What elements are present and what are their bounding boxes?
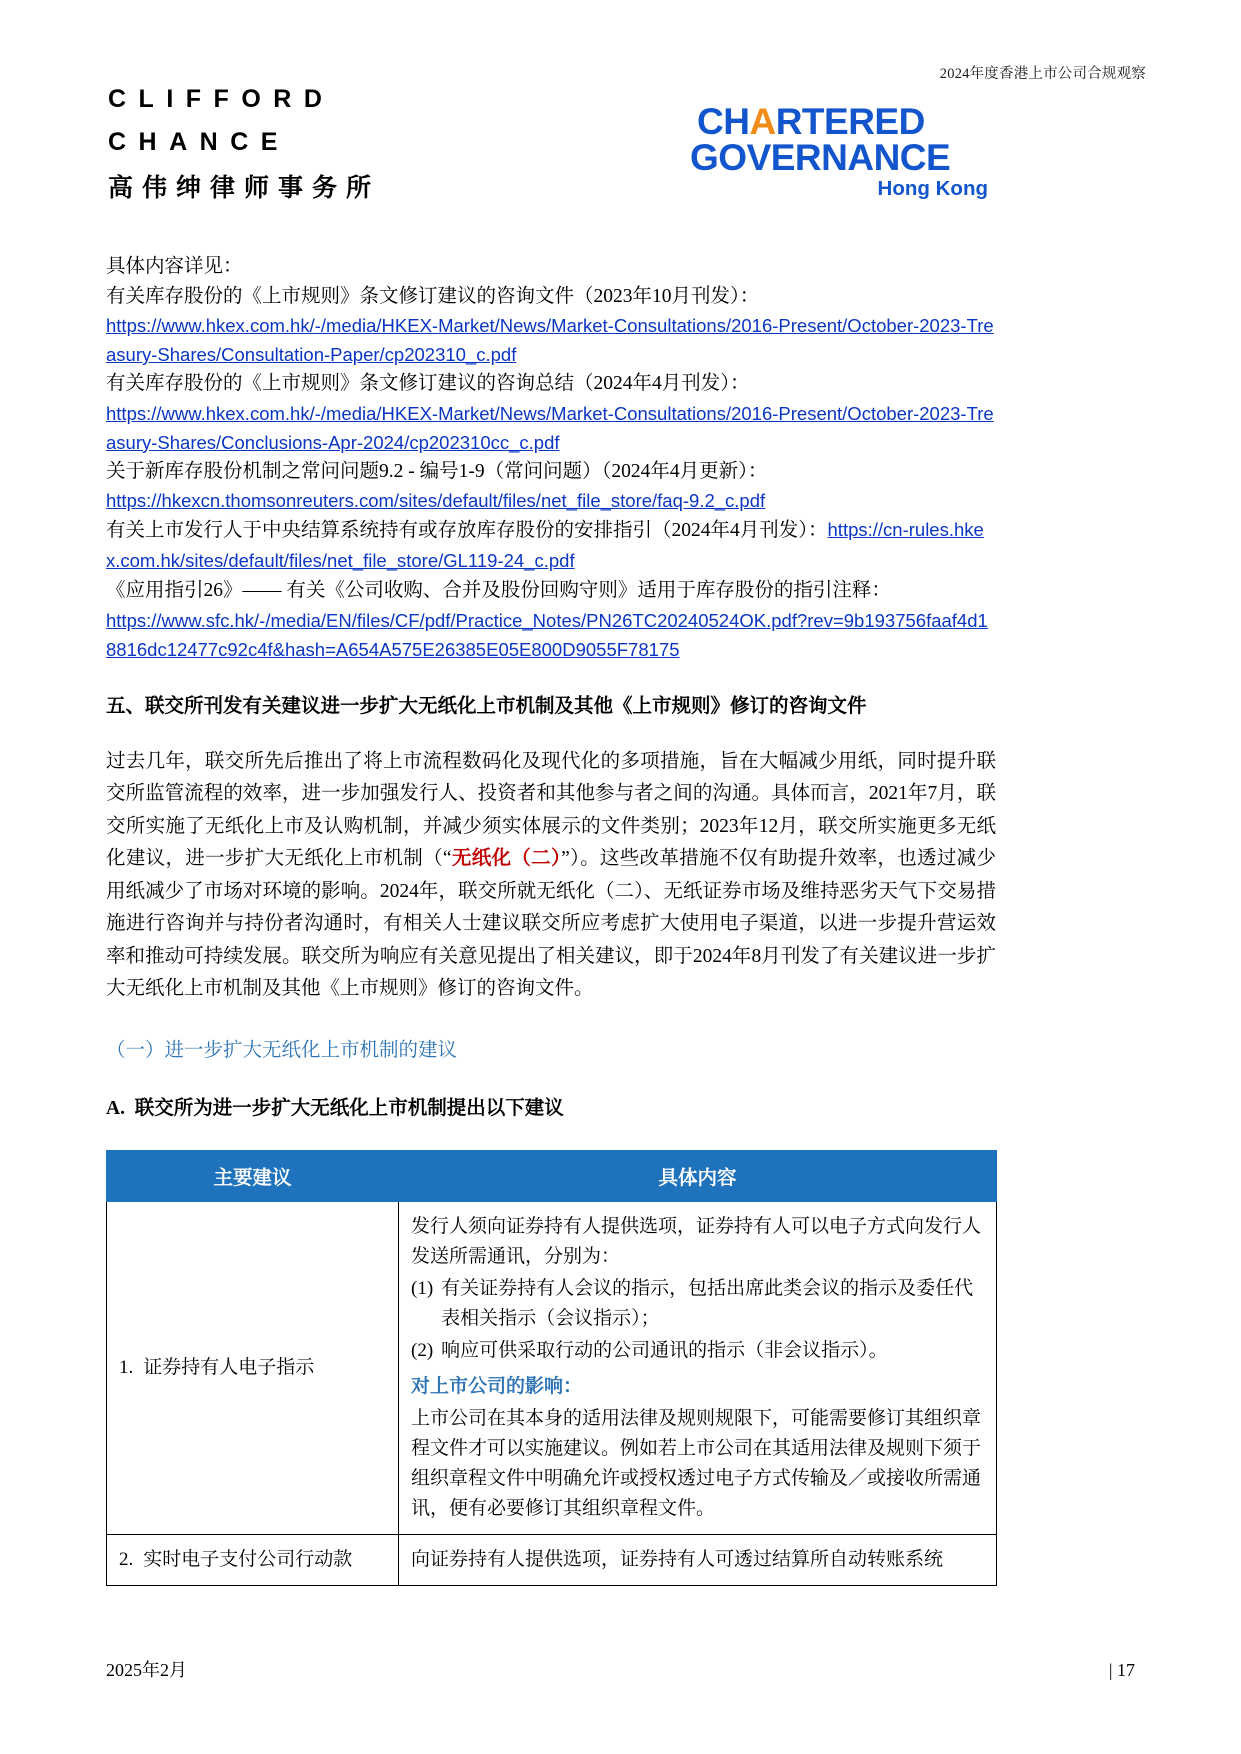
chartered-governance-line2 bbox=[690, 136, 990, 178]
section-paragraph bbox=[106, 746, 996, 1006]
proposal-2-label-wrap bbox=[119, 1545, 386, 1575]
subsection-a-prefix: A. bbox=[106, 1097, 125, 1119]
reference-link-5[interactable]: https://www.sfc.hk/-/media/EN/files/CF/pdf/Practice_Notes/PN26TC20240524OK.pdf?rev=9b193756faaf4d18816dc12477c92c4f&hash=A654A575E26385E05E800D9055F78175 bbox=[106, 609, 988, 660]
cg-line1-pre: CH bbox=[697, 101, 750, 142]
reference-label-4-text: 有关上市发行人于中央结算系统持有或存放库存股份的安排指引（2024年4月刊发）： bbox=[106, 520, 828, 541]
proposal-1-label: 证券持有人电子指示 bbox=[143, 1356, 315, 1378]
running-head: 2024年度香港上市公司合规观察 bbox=[939, 66, 1146, 82]
chartered-governance-region: Hong Kong bbox=[877, 177, 988, 201]
clifford-chance-chinese-name: 高伟绅律师事务所 bbox=[108, 174, 381, 202]
section-heading: 五、联交所刊发有关建议进一步扩大无纸化上市机制及其他《上市规则》修订的咨询文件 bbox=[106, 695, 867, 717]
table-cell-details-2 bbox=[399, 1534, 997, 1585]
sublist-text-2: 响应可供采取行动的公司通讯的指示（非会议指示）。 bbox=[441, 1339, 888, 1361]
list-item bbox=[411, 1274, 984, 1334]
references-block bbox=[106, 252, 996, 664]
cg-line1-post: RTERED bbox=[775, 101, 925, 142]
paragraph-part-1: 过去几年，联交所先后推出了将上市流程数码化及现代化的多项措施，旨在大幅减少用纸，同时提升联交所监管流程的效率，进一步加强发行人、投资者和其他参与者之间的沟通。具体而言，2021年7月，联交所实施了无纸化上市及认购机制，并减少须实体展示的文件类别；2023年12月，联交所实施更多无纸化建议，进一步扩大无纸化上市机制（“ bbox=[106, 750, 996, 869]
sublist-marker-2: (2) bbox=[411, 1339, 434, 1361]
subsection-heading: （一）进一步扩大无纸化上市机制的建议 bbox=[106, 1039, 458, 1061]
proposal-1-impact-label: 对上市公司的影响： bbox=[411, 1375, 583, 1397]
proposal-2-label: 实时电子支付公司行动款 bbox=[143, 1548, 353, 1570]
table-cell-details-1 bbox=[399, 1201, 997, 1534]
proposal-2-number: 2. bbox=[119, 1548, 134, 1570]
footer-date: 2025年2月 bbox=[106, 1660, 187, 1680]
clifford-chance-line2: CHANCE bbox=[108, 128, 290, 156]
sublist-marker-1: (1) bbox=[411, 1277, 434, 1299]
table-header-row bbox=[107, 1150, 997, 1201]
reference-label-2: 有关库存股份的《上市规则》条文修订建议的咨询总结（2024年4月刊发）： bbox=[106, 373, 750, 394]
list-item bbox=[411, 1336, 984, 1366]
page-footer bbox=[106, 1656, 1135, 1682]
table-header-main-proposal: 主要建议 bbox=[107, 1150, 399, 1201]
cg-v-glyph-icon: V bbox=[746, 136, 771, 178]
reference-label-1: 有关库存股份的《上市规则》条文修订建议的咨询文件（2023年10月刊发）： bbox=[106, 285, 760, 307]
proposal-1-impact-text: 上市公司在其本身的适用法律及规则规限下，可能需要修订其组织章程文件才可以实施建议。例如若上市公司在其适用法律及规则下须于组织章程文件中明确允许或授权透过电子方式传输及／或接收所需通讯，便有必要修订其组织章程文件。 bbox=[411, 1407, 982, 1519]
sublist-text-1: 有关证券持有人会议的指示，包括出席此类会议的指示及委任代表相关指示（会议指示）； bbox=[441, 1277, 974, 1329]
footer-page-number: | 17 bbox=[1108, 1660, 1135, 1680]
table-row bbox=[107, 1201, 997, 1534]
table-cell-proposal-1 bbox=[107, 1201, 399, 1534]
chartered-governance-line1 bbox=[690, 101, 990, 142]
proposal-1-label-wrap bbox=[119, 1353, 386, 1383]
reference-link-4[interactable]: https://cn-rules.hkex.com.hk/sites/default/files/net_file_store/GL119-24_c.pdf bbox=[106, 519, 984, 571]
proposal-1-intro: 发行人须向证券持有人提供选项，证券持有人可以电子方式向发行人发送所需通讯，分别为： bbox=[411, 1215, 982, 1267]
table-row bbox=[107, 1534, 997, 1585]
reference-link-1[interactable]: https://www.hkex.com.hk/-/media/HKEX-Market/News/Market-Consultations/2016-Present/October-2023-Treasury-Shares/Consultation-Paper/cp202310_c.pdf bbox=[106, 315, 994, 365]
references-intro: 具体内容详见： bbox=[106, 256, 243, 277]
proposal-1-sublist bbox=[411, 1274, 984, 1366]
paragraph-part-2: ”）。这些改革措施不仅有助提升效率，也透过减少用纸减少了市场对环境的影响。2024年，联交所就无纸化（二）、无纸证券市场及维持恶劣天气下交易措施进行咨询并与持份者沟通时，有相关人士建议联交所应考虑扩大使用电子渠道，以进一步提升营运效率和推动可持续发展。联交所为响应有关意见提出了相关建议，即于2024年8月刊发了有关建议进一步扩大无纸化上市机制及其他《上市规则》修订的咨询文件。 bbox=[106, 848, 996, 999]
reference-link-3[interactable]: https://hkexcn.thomsonreuters.com/sites/default/files/net_file_store/faq-9.2_c.pdf bbox=[106, 490, 766, 511]
table-cell-proposal-2 bbox=[107, 1534, 399, 1585]
clifford-chance-logo bbox=[108, 78, 528, 208]
paragraph-emphasis: 无纸化（二） bbox=[451, 848, 562, 869]
subsection-a-text: 联交所为进一步扩大无纸化上市机制提出以下建议 bbox=[134, 1097, 564, 1119]
subsection-heading-a bbox=[106, 1094, 996, 1124]
cg-line2-pre: GO bbox=[690, 136, 747, 178]
reference-link-2[interactable]: https://www.hkex.com.hk/-/media/HKEX-Market/News/Market-Consultations/2016-Present/October-2023-Treasury-Shares/Conclusions-Apr-2024/cp202310cc_c.pdf bbox=[106, 402, 994, 453]
cg-orange-a-icon: A bbox=[749, 101, 776, 142]
page-content bbox=[106, 252, 996, 1586]
cg-line2-post: ERNANCE bbox=[770, 136, 951, 178]
proposal-1-number: 1. bbox=[119, 1356, 134, 1378]
clifford-chance-line1: CLIFFORD bbox=[108, 85, 335, 113]
table-header-details: 具体内容 bbox=[399, 1150, 997, 1201]
proposal-2-intro: 向证券持有人提供选项，证券持有人可透过结算所自动转账系统 bbox=[411, 1548, 944, 1570]
proposals-table bbox=[106, 1150, 997, 1586]
chartered-governance-logo bbox=[690, 101, 990, 201]
reference-label-4 bbox=[106, 515, 996, 576]
reference-label-5: 《应用指引26》—— 有关《公司收购、合并及股份回购守则》适用于库存股份的指引注释： bbox=[106, 580, 891, 601]
reference-label-3: 关于新库存股份机制之常问问题9.2 - 编号1-9（常问问题）（2024年4月更新）： bbox=[106, 460, 768, 482]
